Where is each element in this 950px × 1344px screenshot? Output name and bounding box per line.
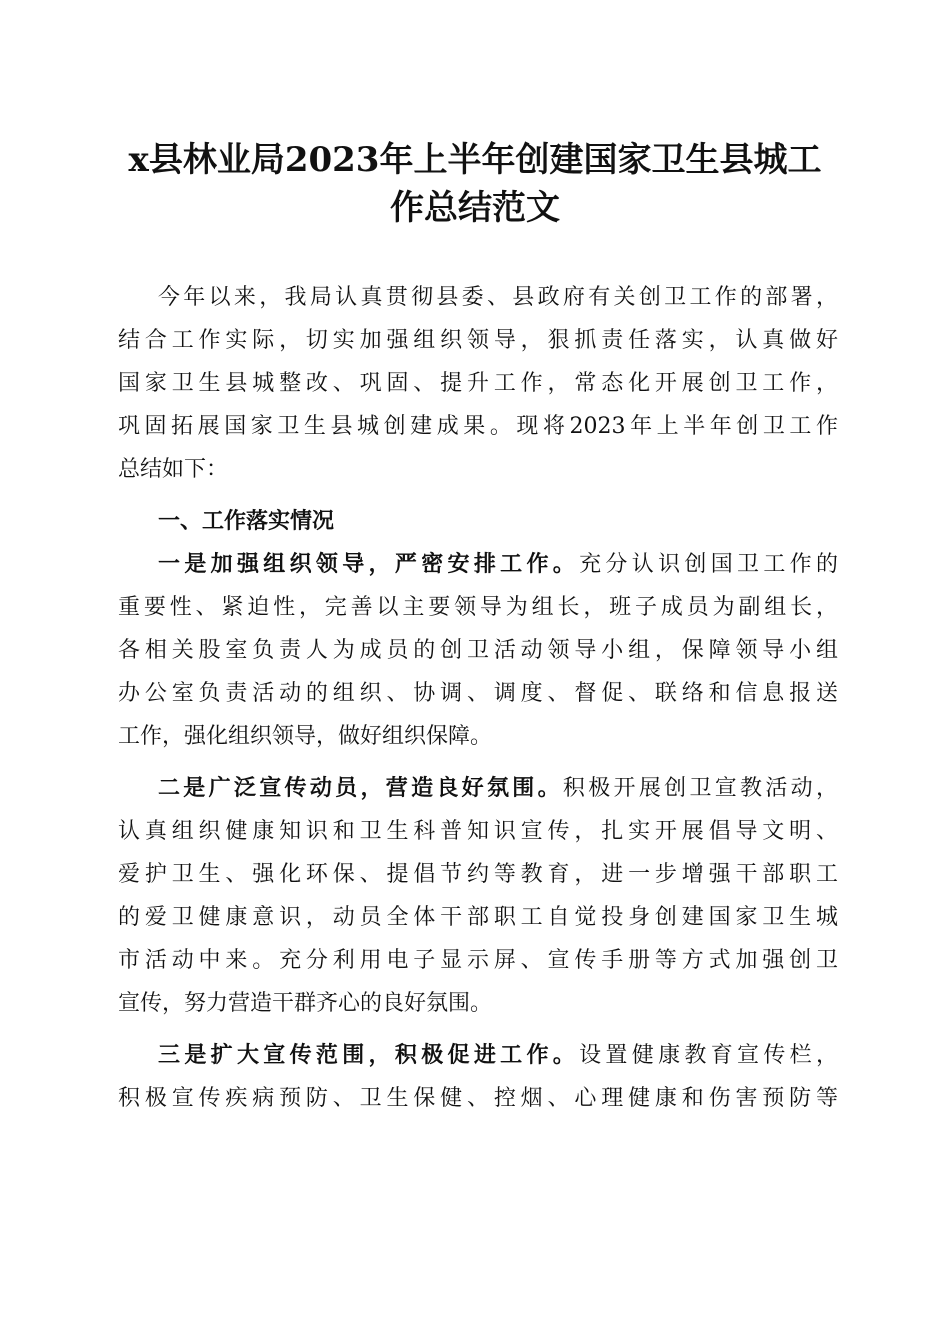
para3-first-rest: 设置健康教育宣传栏， [579,1043,838,1068]
para2-line-6: 宣传，努力营造干群齐心的良好氛围。 [118,991,493,1016]
intro-line-3: 国家卫生县城整改、巩固、提升工作，常态化开展创卫工作， [118,371,838,396]
para1-lead: 一是加强组织领导，严密安排工作。 [158,552,580,577]
para3-line-1 [158,1041,838,1071]
para2-line-5: 市活动中来。充分利用电子显示屏、宣传手册等方式加强创卫 [118,948,838,973]
para1-line-1 [158,550,838,580]
intro-line-4: 巩固拓展国家卫生县城创建成果。现将2023年上半年创卫工作 [118,414,838,439]
para3-lead: 三是扩大宣传范围，积极促进工作。 [158,1043,580,1068]
para2-line-1 [158,774,838,804]
document-title-line-2: 作总结范文 [390,188,560,228]
para2-line-2: 认真组织健康知识和卫生科普知识宣传，扎实开展倡导文明、 [118,819,838,844]
para2-line-4: 的爱卫健康意识，动员全体干部职工自觉投身创建国家卫生城 [118,905,838,930]
para1-line-2: 重要性、紧迫性，完善以主要领导为组长，班子成员为副组长， [118,595,838,620]
para1-first-rest: 充分认识创国卫工作的 [579,552,838,577]
intro-line-1: 今年以来，我局认真贯彻县委、县政府有关创卫工作的部署， [158,285,838,310]
intro-line-5: 总结如下： [118,457,229,482]
section-heading: 一、工作落实情况 [158,509,335,534]
para1-line-4: 办公室负责活动的组织、协调、调度、督促、联络和信息报送 [118,681,838,706]
para1-line-3: 各相关股室负责人为成员的创卫活动领导小组，保障领导小组 [118,638,838,663]
para1-line-5: 工作，强化组织领导，做好组织保障。 [118,724,493,749]
para2-line-3: 爱护卫生、强化环保、提倡节约等教育，进一步增强干部职工 [118,862,838,887]
document-title-line-1: x县林业局2023年上半年创建国家卫生县城工 [128,140,822,180]
intro-line-2: 结合工作实际，切实加强组织领导，狠抓责任落实，认真做好 [118,328,838,353]
para2-lead: 二是广泛宣传动员，营造良好氛围。 [158,776,563,801]
para3-line-2: 积极宣传疾病预防、卫生保健、控烟、心理健康和伤害预防等 [118,1086,838,1111]
para2-first-rest: 积极开展创卫宣教活动， [562,776,838,801]
